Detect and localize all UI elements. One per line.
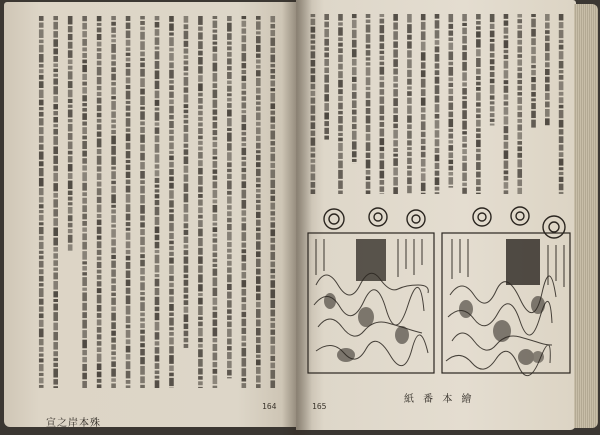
right-folio: 165 xyxy=(312,402,327,411)
left-page-body-text xyxy=(34,14,280,392)
plate-caption: 紙 番 本 繪 xyxy=(404,394,475,405)
left-footer-title: 宣之岸本殊 xyxy=(46,418,101,429)
left-folio: 164 xyxy=(262,402,277,411)
right-page-body-text xyxy=(306,12,568,198)
spine-shadow xyxy=(282,0,312,435)
woodblock-illustration xyxy=(306,205,574,381)
page-edges xyxy=(574,4,598,428)
